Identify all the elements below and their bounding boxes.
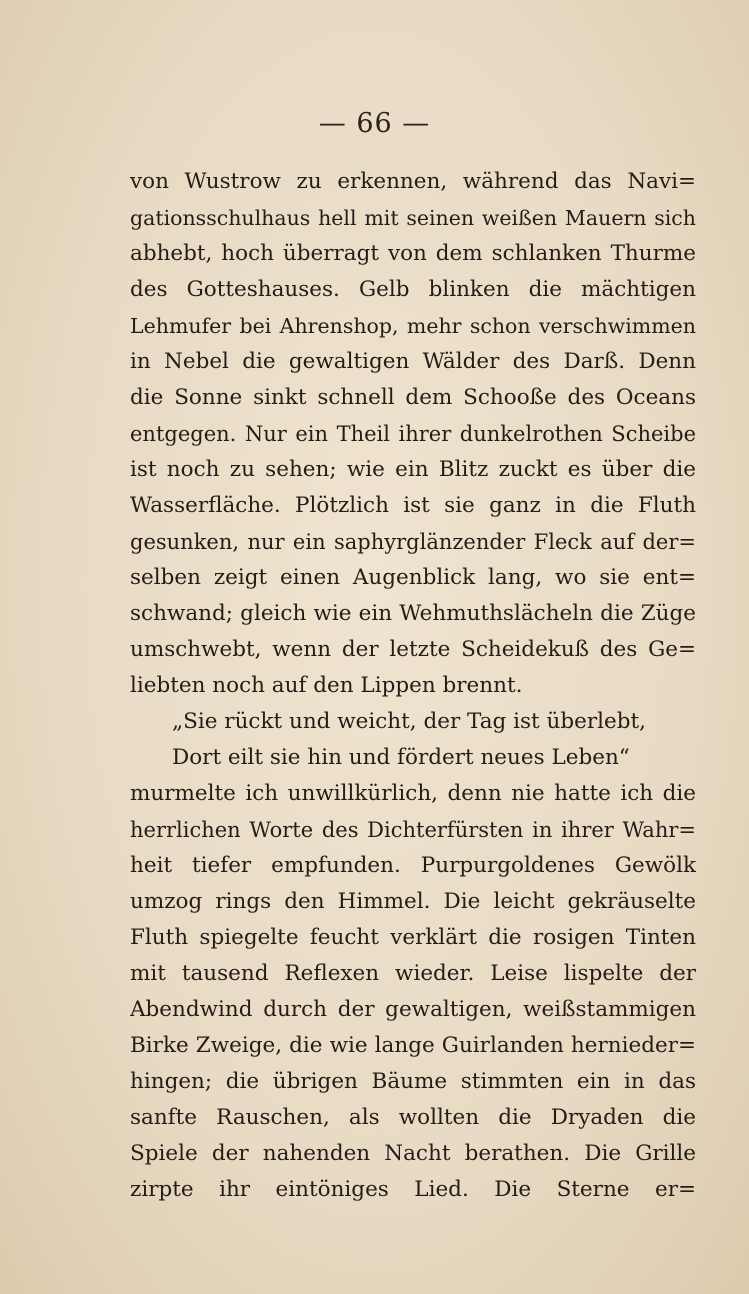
text-line: Fluth spiegelte feucht verklärt die rosigen Tinten bbox=[130, 925, 696, 950]
text-line: Wasserfläche. Plötzlich ist sie ganz in die Fluth bbox=[130, 493, 696, 518]
text-line: des Gotteshauses. Gelb blinken die mächtigen bbox=[130, 277, 696, 302]
page-number: — 66 — bbox=[318, 108, 431, 139]
text-line: entgegen. Nur ein Theil ihrer dunkelrothen Scheibe bbox=[130, 422, 696, 446]
body-text bbox=[130, 164, 696, 1208]
text-line: murmelte ich unwillkürlich, denn nie hatte ich die bbox=[130, 781, 696, 806]
text-line: hingen; die übrigen Bäume stimmten ein in das bbox=[130, 1069, 696, 1094]
text-line: herrlichen Worte des Dichterfürsten in ihrer Wahr= bbox=[130, 818, 696, 842]
text-line: von Wustrow zu erkennen, während das Navi= bbox=[130, 169, 696, 194]
quote-line: „Sie rückt und weicht, der Tag ist überlebt, bbox=[172, 709, 646, 734]
text-line: die Sonne sinkt schnell dem Schooße des Oceans bbox=[130, 385, 696, 410]
text-line: gesunken, nur ein saphyrglänzender Fleck auf der= bbox=[130, 530, 696, 554]
text-line: in Nebel die gewaltigen Wälder des Darß. Denn bbox=[130, 349, 696, 374]
text-line: heit tiefer empfunden. Purpurgoldenes Gewölk bbox=[130, 853, 696, 878]
text-line: Spiele der nahenden Nacht berathen. Die Grille bbox=[130, 1141, 696, 1166]
text-line: ist noch zu sehen; wie ein Blitz zuckt es über die bbox=[130, 457, 696, 482]
text-line: gationsschulhaus hell mit seinen weißen Mauern sich bbox=[130, 206, 696, 230]
text-line: Lehmufer bei Ahrenshop, mehr schon verschwimmen bbox=[130, 314, 696, 338]
text-line: abhebt, hoch überragt von dem schlanken Thurme bbox=[130, 241, 696, 266]
text-line: zirpte ihr eintöniges Lied. Die Sterne er= bbox=[130, 1177, 696, 1202]
text-line: Abendwind durch der gewaltigen, weißstammigen bbox=[130, 997, 696, 1022]
text-line: umschwebt, wenn der letzte Scheidekuß des Ge= bbox=[130, 637, 696, 662]
text-line: umzog rings den Himmel. Die leicht gekräuselte bbox=[130, 889, 696, 914]
text-line: selben zeigt einen Augenblick lang, wo sie ent= bbox=[130, 565, 696, 590]
text-line: mit tausend Reflexen wieder. Leise lispelte der bbox=[130, 961, 696, 986]
text-line: schwand; gleich wie ein Wehmuthslächeln die Züge bbox=[130, 601, 696, 626]
text-line: sanfte Rauschen, als wollten die Dryaden die bbox=[130, 1105, 696, 1130]
quote-line: Dort eilt sie hin und fördert neues Leben“ bbox=[172, 745, 630, 770]
text-line: liebten noch auf den Lippen brennt. bbox=[130, 673, 523, 698]
text-line: Birke Zweige, die wie lange Guirlanden hernieder= bbox=[130, 1033, 696, 1058]
